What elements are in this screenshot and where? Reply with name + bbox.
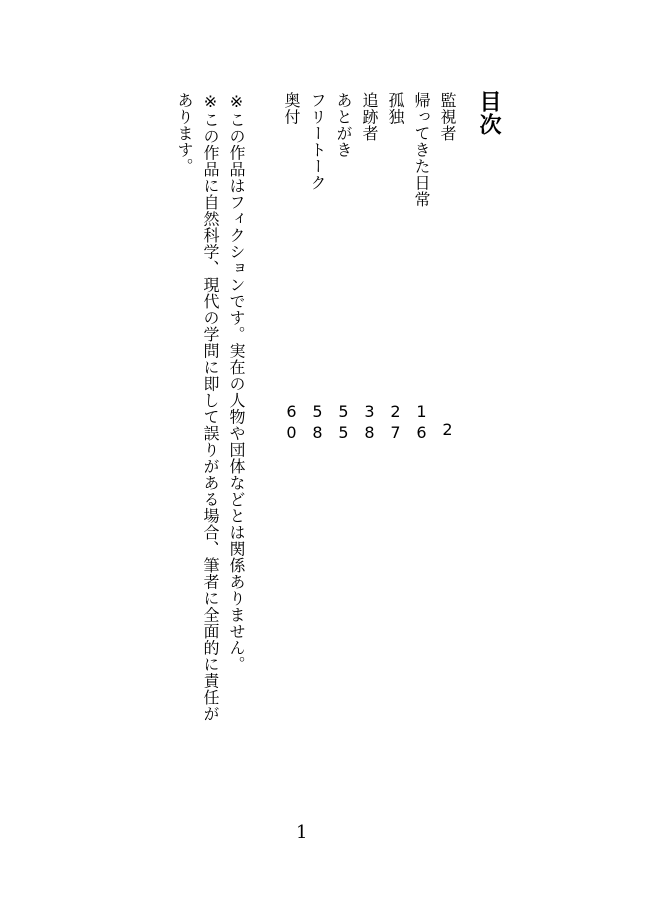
toc-entry-page: 27 [386,402,405,444]
note-responsibility-line2: あります。 [175,92,194,175]
toc-entry-label: 追跡者 [360,92,379,142]
note-fiction: ※この作品はフィクションです。実在の人物や団体などとは関係ありません。 [227,92,246,673]
toc-entry-page: 38 [360,402,379,444]
toc-entry-label: 監視者 [438,92,457,142]
toc-entry-label: 帰ってきた日常 [412,92,431,208]
toc-entry-label: フリートーク [308,92,327,191]
toc-entry-label: 孤独 [386,92,405,125]
toc-title: 目次 [476,90,501,136]
toc-entry-label: 奥付 [282,92,301,125]
toc-entry-page: 2 [438,420,457,441]
toc-entry-page: 60 [282,402,301,444]
toc-entry-page: 16 [412,402,431,444]
note-responsibility-line1: ※この作品に自然科学、現代の学問に即して誤りがある場合、筆者に全面的に責任が [201,92,220,722]
toc-entry-page: 58 [308,402,327,444]
page-number: 1 [296,822,308,843]
toc-entry-page: 55 [334,402,353,444]
toc-entry-label: あとがき [334,92,353,158]
